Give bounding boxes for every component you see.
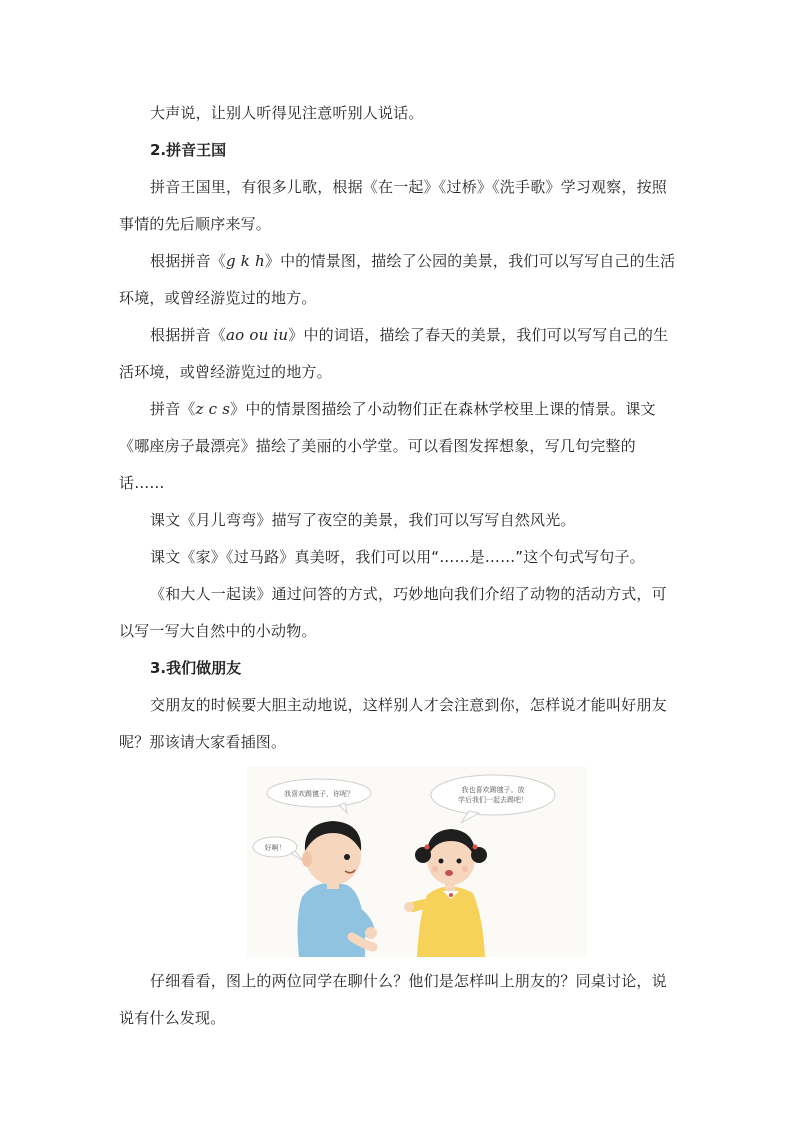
text-fragment: 拼音《 xyxy=(150,400,196,418)
pinyin-text: z c s xyxy=(195,400,231,418)
text-fragment: 》中的情景图描绘了小动物们正在森林学校里上课的情景。课文《哪座房子最漂亮》描绘了美丽的小学堂。可以看图发挥想象，写几句完整的话…… xyxy=(119,400,656,492)
text-fragment: 》中的情景图，描绘了公园的美景，我们可以写写自己的生活环境，或曾经游览过的地方。 xyxy=(119,252,676,307)
section-heading-friends: 3.我们做朋友 xyxy=(150,659,242,677)
paragraph-zcs xyxy=(119,391,679,502)
paragraph-aoouiu xyxy=(119,317,679,391)
bubble-boy-text: 我喜欢踢毽子，你呢？ xyxy=(284,790,354,798)
paragraph-moon: 课文《月儿弯弯》描写了夜空的美景，我们可以写写自然风光。 xyxy=(150,511,576,529)
document-page xyxy=(119,95,679,1037)
paragraph-speak-loudly: 大声说，让别人听得见注意听别人说话。 xyxy=(150,104,424,122)
paragraph-making-friends: 交朋友的时候要大胆主动地说，这样别人才会注意到你，怎样说才能叫好朋友呢？那该请大家看插图。 xyxy=(119,696,667,751)
friends-illustration xyxy=(247,767,587,957)
paragraph-look-closely: 仔细看看，图上的两位同学在聊什么？他们是怎样叫上朋友的？同桌讨论，说说有什么发现。 xyxy=(119,972,667,1027)
bubble-girl-text-line2: 学后我们一起去踢吧！ xyxy=(458,796,528,804)
paragraph-read-with-adults: 《和大人一起读》通过问答的方式，巧妙地向我们介绍了动物的活动方式，可以写一写大自然中的小动物。 xyxy=(119,585,667,640)
paragraph-pinyin-songs: 拼音王国里，有很多儿歌，根据《在一起》《过桥》《洗手歌》学习观察，按照事情的先后顺序来写。 xyxy=(119,178,668,233)
paragraph-gkh xyxy=(119,243,679,317)
paragraph-home: 课文《家》《过马路》真美呀，我们可以用“……是……”这个句式写句子。 xyxy=(150,548,645,566)
section-heading-pinyin-kingdom: 2.拼音王国 xyxy=(150,141,227,159)
bubble-girl-text-line1: 我也喜欢踢毽子。放 xyxy=(461,786,525,794)
pinyin-text: g k h xyxy=(226,252,265,270)
bubble-small-text: 好啊！ xyxy=(264,844,286,852)
text-fragment: 》中的词语，描绘了春天的美景，我们可以写写自己的生活环境，或曾经游览过的地方。 xyxy=(119,326,669,381)
text-fragment: 根据拼音《 xyxy=(150,252,227,270)
illustration-svg xyxy=(247,767,587,957)
pinyin-text: ao ou iu xyxy=(226,326,289,344)
text-fragment: 根据拼音《 xyxy=(150,326,227,344)
